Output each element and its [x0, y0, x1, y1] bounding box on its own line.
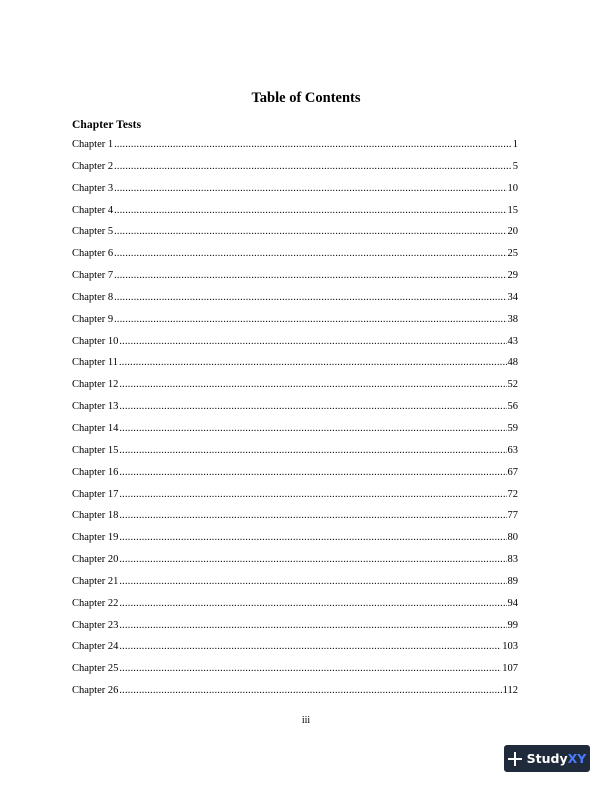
toc-entry-page-number: 25 — [507, 248, 518, 260]
toc-entry-label: Chapter 19 — [72, 532, 119, 544]
toc-dot-leader — [119, 509, 506, 523]
toc-entry[interactable] — [72, 313, 518, 335]
toc-entry[interactable] — [72, 662, 518, 684]
toc-entry[interactable] — [72, 575, 518, 597]
toc-entry-label: Chapter 18 — [72, 510, 119, 522]
toc-entry-page-number: 59 — [507, 422, 518, 434]
watermark-brand-accent: XY — [567, 751, 587, 766]
toc-entry-label: Chapter 16 — [72, 466, 119, 478]
toc-dot-leader — [119, 444, 506, 458]
toc-entry-label: Chapter 12 — [72, 379, 119, 391]
toc-dot-leader — [119, 553, 506, 567]
toc-entry[interactable] — [72, 597, 518, 619]
toc-entry-page-number: 103 — [502, 641, 518, 653]
toc-entry[interactable] — [72, 509, 518, 531]
toc-entry-label: Chapter 14 — [72, 422, 119, 434]
toc-entry-page-number: 10 — [507, 182, 518, 194]
toc-entry[interactable] — [72, 138, 518, 160]
toc-entry-label: Chapter 21 — [72, 575, 119, 587]
toc-dot-leader — [119, 597, 506, 611]
toc-entry[interactable] — [72, 182, 518, 204]
toc-entry-label: Chapter 25 — [72, 663, 119, 675]
toc-dot-leader — [114, 160, 512, 174]
toc-entry-label: Chapter 11 — [72, 357, 118, 369]
toc-entry[interactable] — [72, 160, 518, 182]
toc-dot-leader — [119, 400, 506, 414]
toc-entry[interactable] — [72, 225, 518, 247]
toc-dot-leader — [119, 575, 506, 589]
toc-entry-page-number: 83 — [507, 554, 518, 566]
toc-entry[interactable] — [72, 422, 518, 444]
toc-dot-leader — [119, 466, 506, 480]
toc-entry[interactable] — [72, 488, 518, 510]
toc-entry-label: Chapter 4 — [72, 204, 114, 216]
toc-dot-leader — [114, 313, 506, 327]
toc-entry[interactable] — [72, 247, 518, 269]
toc-entry[interactable] — [72, 356, 518, 378]
toc-dot-leader — [114, 182, 506, 196]
toc-entry[interactable] — [72, 378, 518, 400]
toc-entry[interactable] — [72, 444, 518, 466]
toc-entry-page-number: 15 — [507, 204, 518, 216]
toc-entry[interactable] — [72, 291, 518, 313]
toc-entry-label: Chapter 9 — [72, 313, 114, 325]
toc-entry[interactable] — [72, 684, 518, 706]
toc-entry-page-number: 20 — [507, 226, 518, 238]
toc-dot-leader — [114, 138, 512, 152]
toc-entry-label: Chapter 6 — [72, 248, 114, 260]
toc-entry-label: Chapter 17 — [72, 488, 119, 500]
plus-icon — [508, 752, 522, 766]
toc-dot-leader — [114, 269, 506, 283]
toc-dot-leader — [119, 531, 506, 545]
toc-dot-leader — [114, 204, 506, 218]
toc-entry-page-number: 67 — [507, 466, 518, 478]
toc-entry-page-number: 77 — [507, 510, 518, 522]
toc-entry-label: Chapter 23 — [72, 619, 119, 631]
toc-entry-label: Chapter 2 — [72, 160, 114, 172]
page-number: iii — [301, 715, 311, 726]
toc-dot-leader — [119, 422, 506, 436]
toc-entry[interactable] — [72, 531, 518, 553]
toc-dot-leader — [119, 356, 507, 370]
toc-dot-leader — [119, 378, 506, 392]
toc-entry-page-number: 52 — [507, 379, 518, 391]
toc-entry-label: Chapter 24 — [72, 641, 119, 653]
toc-dot-leader — [119, 619, 506, 633]
toc-entry-label: Chapter 15 — [72, 444, 119, 456]
toc-entry-page-number: 112 — [502, 685, 518, 697]
toc-entry-label: Chapter 26 — [72, 685, 119, 697]
toc-entry[interactable] — [72, 466, 518, 488]
toc-entry-page-number: 5 — [512, 160, 518, 172]
toc-entry-page-number: 63 — [507, 444, 518, 456]
toc-entry-label: Chapter 20 — [72, 554, 119, 566]
toc-entry-page-number: 80 — [507, 532, 518, 544]
toc-entry-page-number: 99 — [507, 619, 518, 631]
studyxy-watermark[interactable] — [504, 745, 590, 772]
toc-dot-leader — [119, 335, 506, 349]
toc-entry[interactable] — [72, 619, 518, 641]
toc-entry-page-number: 1 — [512, 139, 518, 150]
toc-entry-label: Chapter 22 — [72, 597, 119, 609]
watermark-brand-main: Study — [526, 751, 568, 766]
toc-entry[interactable] — [72, 553, 518, 575]
toc-dot-leader — [119, 684, 501, 698]
toc-dot-leader — [119, 640, 501, 654]
toc-entry-label: Chapter 3 — [72, 182, 114, 194]
toc-entry-page-number: 72 — [507, 488, 518, 500]
toc-entry-label: Chapter 13 — [72, 401, 119, 413]
toc-entry-page-number: 107 — [502, 663, 518, 675]
toc-dot-leader — [114, 247, 506, 261]
toc-entry-page-number: 38 — [507, 313, 518, 325]
toc-entry-label: Chapter 1 — [72, 139, 114, 150]
toc-dot-leader — [114, 291, 506, 305]
toc-dot-leader — [119, 662, 501, 676]
toc-entry-page-number: 89 — [507, 575, 518, 587]
toc-entry[interactable] — [72, 640, 518, 662]
toc-entry-page-number: 94 — [507, 597, 518, 609]
toc-entry-label: Chapter 10 — [72, 335, 119, 347]
toc-entry-page-number: 56 — [507, 401, 518, 413]
page-title: Table of Contents — [251, 90, 361, 106]
toc-entry-page-number: 34 — [507, 291, 518, 303]
toc-entry[interactable] — [72, 335, 518, 357]
toc-entry-page-number: 43 — [507, 335, 518, 347]
toc-entry[interactable] — [72, 400, 518, 422]
toc-entry-page-number: 29 — [507, 270, 518, 282]
toc-entry-label: Chapter 7 — [72, 270, 114, 282]
toc-entry-page-number: 48 — [507, 357, 518, 369]
toc-entry-label: Chapter 8 — [72, 291, 114, 303]
section-heading: Chapter Tests — [72, 119, 142, 131]
toc-entry[interactable] — [72, 269, 518, 291]
toc-entry-label: Chapter 5 — [72, 226, 114, 238]
toc-entry[interactable] — [72, 204, 518, 226]
table-of-contents — [72, 138, 518, 706]
toc-dot-leader — [114, 225, 506, 239]
toc-dot-leader — [119, 488, 506, 502]
